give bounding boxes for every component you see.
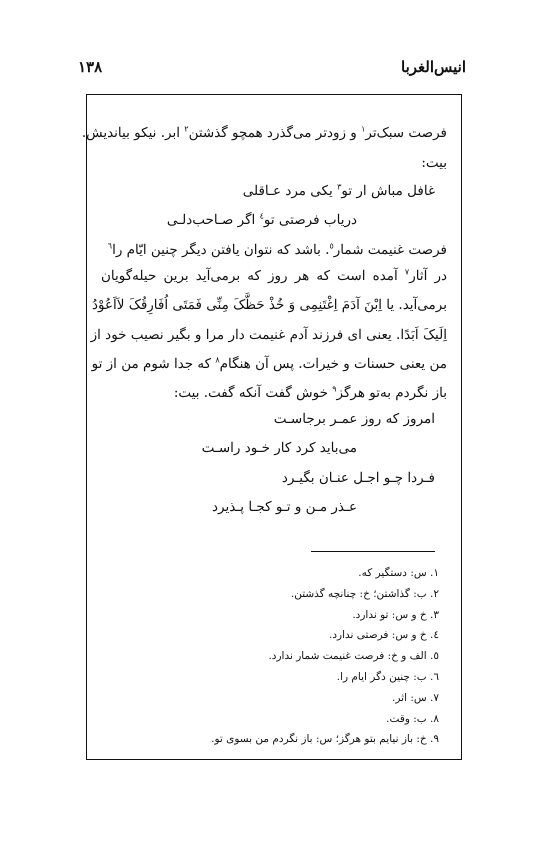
text-frame [81, 94, 462, 760]
body-line-7: من یعنی حسنات و خیرات. پس آن هنگام$^٨$ که جدا شوم من از تو [91, 355, 447, 372]
footnote-ref-4: ٤ [259, 211, 264, 221]
verse-3: امروز که روز عمـر برجاسـت [273, 411, 435, 427]
footnote-item: ٥. الف و خ: فرصت غنیمت شمار ندارد. [268, 650, 439, 663]
verse-1: غافل مباش ار تو$^٣$ یکی مرد عـاقلی [242, 182, 435, 199]
footnote-ref-9: ٩ [332, 384, 337, 394]
body-line-2: بیت: [421, 155, 447, 171]
footnote-ref-7: ٧ [404, 267, 410, 277]
verse-4: می‌باید کرد کار خـود راسـت [201, 440, 357, 456]
footnote-ref-5: ٥ [329, 241, 334, 251]
body-line-8: باز نگردم به‌تو هرگز$^٩$ خوش گفت آنکه گفت. بیت: [173, 384, 447, 401]
footnote-item: ٦. ب: چنین دگر ایام را. [336, 670, 439, 683]
body-line-1: فرصت سبک‌تر$^١$ و زودتر می‌گذرد همچو گذشتن$^٢$ ابر. نیکو بیاندیش. [81, 124, 447, 141]
page-header [78, 58, 466, 82]
verse-5: فـردا چـو اجـل عنـان بگیـرد [281, 470, 435, 486]
footnote-item: ٧. س: اثر. [392, 691, 439, 704]
body-line-4: در آثار$^٧$ آمده است که هر روز که برمی‌آید برین حیله‌گویان [101, 267, 448, 284]
footnote-item: ٤. خ و س: فرصتی ندارد. [329, 629, 439, 642]
footnote-item: ١. س: دستگیر که. [358, 567, 439, 579]
body-line-6: اِلَیکَ اَبَدًا. یعنی ای فرزند آدم غنیمت دار مرا و بگیر نصیب خود از [90, 327, 447, 343]
footnote-ref-8: ٨ [215, 355, 220, 365]
footnote-ref-3: ٣ [337, 182, 342, 192]
footnote-separator [311, 551, 435, 552]
body-line-5: برمی‌آید. یا اِبْنَ آدَمَ اِغْتَنِمِی وَ خُذْ حَظَّکَ مِنِّی فَمَتَی اُفَارِقُکَ لاَاَعُوْدُ [91, 297, 447, 313]
footnote-ref-2: ٢ [184, 124, 189, 134]
book-title: انیس‌الغربا [401, 58, 466, 76]
footnote-item: ٨. ب: وقت. [386, 712, 439, 725]
verse-2: دریاب فرصتی تو$^٤$ اگر صـاحب‌دلـی [166, 211, 357, 228]
footnote-item: ٩. خ: باز نیایم بتو هرگز؛ س: باز نگردم من بسوی تو. [211, 733, 439, 746]
footnote-ref-6: ٦ [107, 241, 113, 251]
verse-6: عـذر مـن و تـو کجـا پـذیرد [212, 499, 357, 515]
body-line-3: فرصت غنیمت شمار$^٥$. باشد که نتوان یافتن دیگر چنین ایّام را$^٦$ [107, 241, 447, 258]
footnote-item: ٢. ب: گذاشتن؛ خ: چنانچه گذشتن. [290, 587, 439, 600]
footnotes [99, 563, 439, 750]
footnote-ref-1: ١ [361, 124, 366, 134]
page-number: ١٣٨ [78, 58, 103, 76]
footnote-item: ٣. خ و س: تو ندارد. [352, 608, 439, 621]
